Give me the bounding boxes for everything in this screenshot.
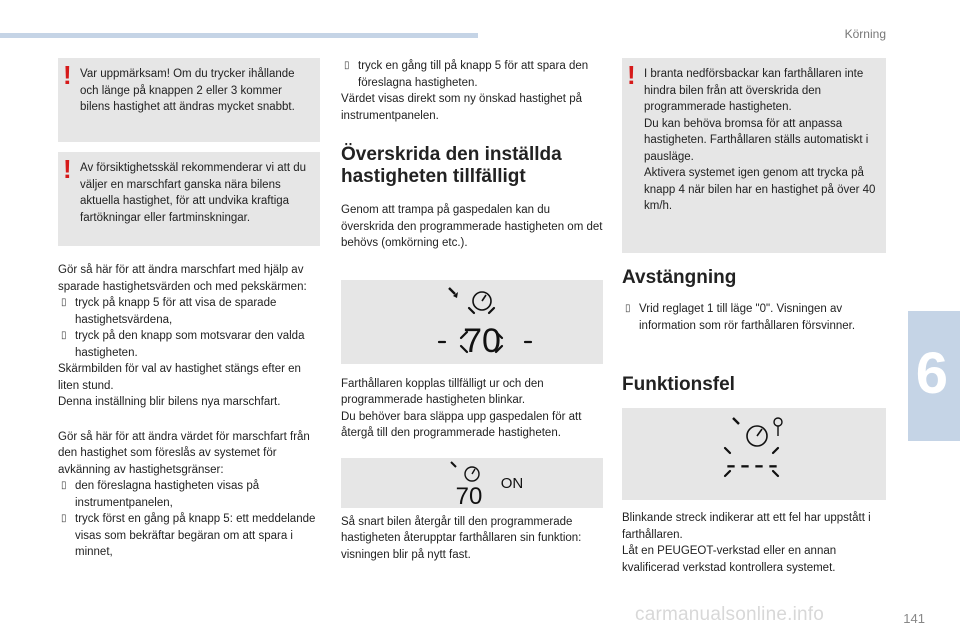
warning-box <box>622 58 886 253</box>
warning-text: Aktivera systemet igen genom att trycka på knapp 4 när bilen har en hastighet på över 40 km/h. <box>644 167 876 212</box>
figure-caption: Farthållaren kopplas tillfälligt ur och den programmerade hastigheten blinkar. <box>341 377 544 406</box>
warning-text: Du kan behöva bromsa för att anpassa hastigheten. Farthållaren ställs automatiskt i pausläge. <box>644 117 869 163</box>
speed-limit-instructions <box>58 429 320 561</box>
bullet-item: ▯ Vrid reglaget 1 till läge "0". Visningen av information som rör farthållaren försvinner. <box>625 303 856 332</box>
section-heading: Överskrida den inställda hastigheten tillfälligt <box>341 144 562 187</box>
speedometer-icon <box>449 288 491 310</box>
display-illustration <box>341 458 603 508</box>
bullet-item: ▯ tryck först en gång på knapp 5: ett meddelande visas som bekräftar begäran om att spara i minnet, <box>61 513 316 558</box>
bullet-item: ▯ den föreslagna hastigheten visas på instrumentpanelen, <box>61 480 260 509</box>
on-label: ON <box>500 474 524 492</box>
display-illustration <box>341 280 603 364</box>
page-number: 141 <box>903 611 925 626</box>
warning-exclamation-icon: ! <box>627 60 636 90</box>
arrow-icon <box>733 418 739 424</box>
warning-box <box>58 58 320 142</box>
column-3 <box>622 58 886 576</box>
warning-text: Av försiktighetsskäl rekommenderar vi att du väljer en marschfart ganska nära bilens aktuella hastighet, för att undvika kraftiga fartökningar eller fartminskningar. <box>80 162 307 224</box>
paragraph: Gör så här för att ändra värdet för marschfart från den hastighet som föreslås av systemet för avkänning av hastighetsgränser: <box>58 430 310 476</box>
warning-exclamation-icon: ! <box>63 154 72 184</box>
chapter-number: 6 <box>915 341 948 406</box>
arrow-icon <box>451 462 456 467</box>
watermark: carmanualsonline.info <box>635 604 825 625</box>
paragraph: Denna inställning blir bilens nya marschfart. <box>58 396 281 408</box>
speed-value: 70 <box>455 482 483 508</box>
speed-memory-instructions <box>58 262 320 411</box>
display-illustration <box>622 408 886 500</box>
header-accent-bar <box>0 33 478 38</box>
figure-caption: Du behöver bara släppa upp gaspedalen för att återgå till den programmerade hastigheten. <box>341 410 582 439</box>
blink-ray <box>469 308 474 313</box>
warning-text: Var uppmärksam! Om du trycker ihållande och länge på knappen 2 eller 3 kommer bilens hastighet att ändras mycket snabbt. <box>80 68 295 113</box>
column-2 <box>341 58 603 563</box>
speed-value: 70 <box>463 321 501 360</box>
fault-dashes: ---- <box>726 448 782 481</box>
arrow-icon <box>449 288 455 294</box>
figure-speed-blinking <box>341 280 603 364</box>
bullet-icon: ▯ <box>61 480 67 491</box>
figure-caption: Låt en PEUGEOT-verkstad eller en annan kvalificerad verkstad kontrollera systemet. <box>622 545 837 574</box>
bullet-item: ▯ tryck på den knapp som motsvarar den valda hastigheten. <box>61 330 305 359</box>
figure-caption: Så snart bilen återgår till den programmerade hastigheten återupptar farthållaren sin funktion: visningen blir på nytt fast. <box>341 515 582 561</box>
fault-indicator-icon <box>774 418 782 426</box>
warning-box <box>58 152 320 246</box>
section-heading: Funktionsfel <box>622 374 735 395</box>
bullet-item: ▯ tryck på knapp 5 för att visa de sparade hastighetsvärdena, <box>61 297 277 326</box>
bullet-icon: ▯ <box>625 303 631 314</box>
paragraph: Skärmbilden för val av hastighet stängs efter en liten stund. <box>58 363 301 392</box>
section-title: Körning <box>844 27 886 41</box>
paragraph: Genom att trampa på gaspedalen kan du överskrida den programmerade hastigheten om det behövs (omkörning etc.). <box>341 204 603 249</box>
speedometer-icon <box>733 418 782 446</box>
bullet-icon: ▯ <box>61 297 67 308</box>
bullet-item: ▯ tryck en gång till på knapp 5 för att spara den föreslagna hastigheten. <box>344 60 589 89</box>
section-heading: Avstängning <box>622 267 737 288</box>
figure-caption: Blinkande streck indikerar att ett fel har uppstått i farthållaren. <box>622 512 871 541</box>
bullet-icon: ▯ <box>61 513 67 524</box>
bullet-icon: ▯ <box>344 60 350 71</box>
figure-malfunction <box>622 408 886 500</box>
warning-text: I branta nedförsbackar kan farthållaren inte hindra bilen från att överskrida den programmerade hastigheten. <box>644 68 864 113</box>
bullet-icon: ▯ <box>61 330 67 341</box>
figure-speed-on <box>341 458 603 508</box>
speedometer-icon <box>451 462 479 481</box>
blink-ray <box>489 308 494 313</box>
paragraph: Värdet visas direkt som ny önskad hastighet på instrumentpanelen. <box>341 93 582 122</box>
warning-exclamation-icon: ! <box>63 60 72 90</box>
paragraph: Gör så här för att ändra marschfart med hjälp av sparade hastighetsvärden och med pekskärmen: <box>58 264 307 293</box>
column-1 <box>58 58 320 561</box>
